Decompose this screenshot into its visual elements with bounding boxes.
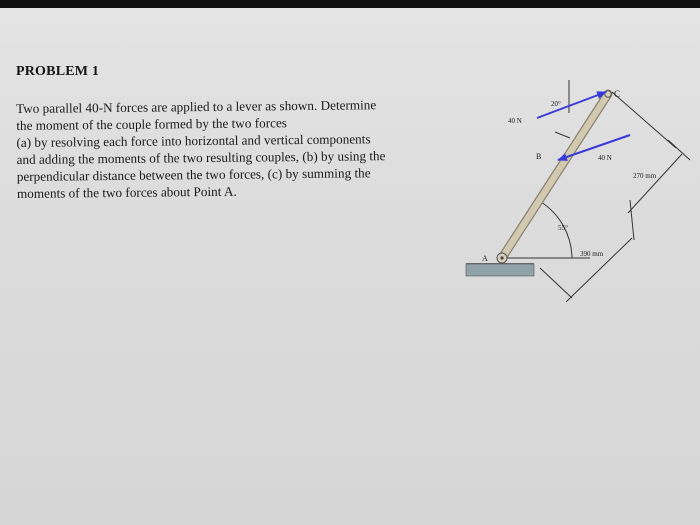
- label-force-b: 40 N: [598, 154, 612, 162]
- problem-line-6: moments of the two forces about Point A.: [16, 183, 237, 201]
- problem-line-3: (a) by resolving each force into horizontal and vertical components: [16, 131, 371, 150]
- problem-line-4: and adding the moments of the two resulting couples, (b) by using the: [16, 148, 386, 167]
- label-point-c: C: [614, 89, 621, 99]
- problem-page: [0, 8, 700, 525]
- dimension-270: [612, 92, 690, 213]
- label-dim-390: 390 mm: [580, 250, 604, 258]
- problem-line-2: the moment of the couple formed by the two forces: [16, 115, 287, 133]
- problem-title: PROBLEM 1: [16, 64, 100, 79]
- label-point-b: B: [536, 152, 542, 161]
- ground-support: [466, 264, 534, 276]
- label-force-top: 40 N: [508, 117, 522, 125]
- problem-line-1: Two parallel 40-N forces are applied to a lever as shown. Determine: [16, 97, 377, 116]
- label-point-a: A: [482, 254, 488, 263]
- label-angle-lever: 55°: [558, 224, 568, 232]
- problem-line-5: perpendicular distance between the two forces, (c) by summing the: [16, 165, 371, 184]
- label-dim-270: 270 mm: [633, 172, 657, 180]
- label-angle-top: 20°: [551, 100, 561, 108]
- lever-figure: [0, 8, 700, 525]
